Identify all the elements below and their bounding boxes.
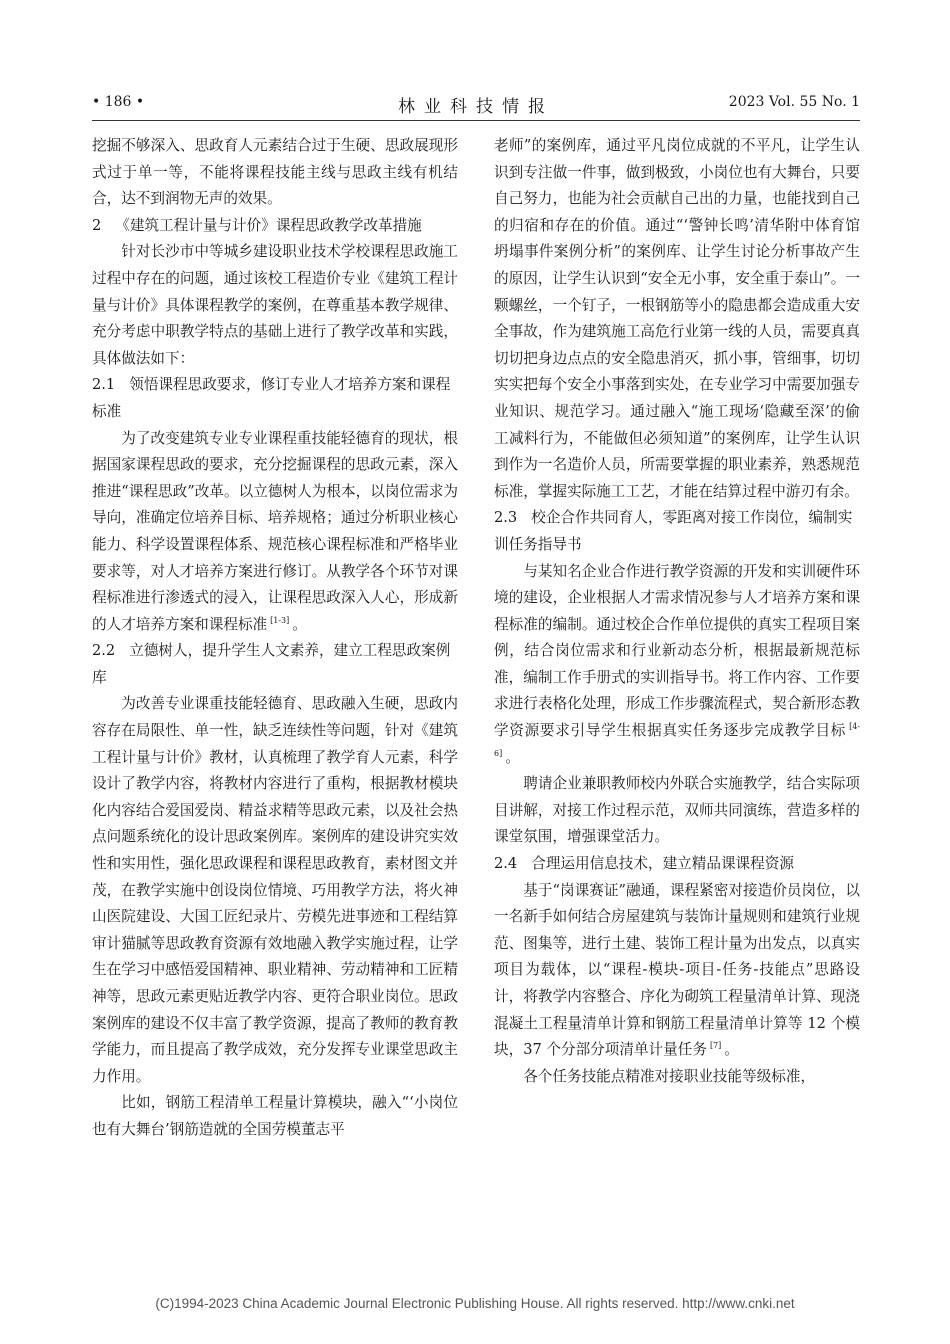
page-number: • 186 • xyxy=(92,94,145,110)
paragraph-text: 与某知名企业合作进行教学资源的开发和实训硬件环境的建设，企业根据人才需求情况参与人才培养方案和课程标准的编制。通过校企合作单位提供的真实工程项目案例，结合岗位需求和行业新动态分析，根据最新规范标准，编制工作手册式的实训指导书。将工作内容、工作要求进行表格化处理，形成工作步骤流程式，契合新形态教学资源要求引导学生根据真实任务逐步完成教学目标 xyxy=(494,562,860,740)
citation-ref: [7] xyxy=(709,1041,722,1051)
paragraph-end: 。 xyxy=(505,748,520,766)
paragraph-text: 基于“岗课赛证”融通，课程紧密对接造价员岗位，以一名新手如何结合房屋建筑与装饰计量规则和建筑行业规范、图集等，进行土建、装饰工程计量为出发点，以真实项目为载体，以“课程-模块-项目-任务-技能点”思路设计，将教学内容整合、序化为砌筑工程量清单计算、现浇混凝土工程量清单计算和钢筋工程量清单计算等 12 个模块，37 个分部分项清单计量任务 xyxy=(494,881,860,1059)
section-number: 2.2 xyxy=(92,642,116,660)
paragraph: 为改善专业课重技能轻德育、思政融入生硬，思政内容存在局限性、单一性，缺乏连续性等问题，针对《建筑工程计量与计价》教材，认真梳理了教学育人元素，科学设计了教学内容，将教材内容进行了重构，根据教材模块化内容结合爱国爱岗、精益求精等思政元素，以及社会热点问题系统化的设计思政案例库。案例库的建设讲究实效性和实用性，强化思政课程和课程思政教育，素材图文并茂，在教学实施中创设岗位情境、巧用教学方法，将火神山医院建设、大国工匠纪录片、劳模先进事迹和工程结算审计猫腻等思政教育资源有效地融入教学实施过程，让学生在学习中感悟爱国精神、职业精神、劳动精神和工匠精神等，思政元素更贴近教学内容、更符合职业岗位。思政案例库的建设不仅丰富了教学资源，提高了教师的教育教学能力，而且提高了教学成效，充分发挥专业课堂思政主力作用。 xyxy=(92,695,458,1085)
left-column xyxy=(92,133,458,1144)
section-title: 领悟课程思政要求，修订专业人才培养方案和课程标准 xyxy=(92,376,451,420)
issue-info: 2023 Vol. 55 No. 1 xyxy=(728,94,860,110)
section-heading xyxy=(92,213,458,240)
paragraph: 老师”的案例库，通过平凡岗位成就的不平凡，让学生认识到专注做一件事，做到极致，小岗位也有大舞台，只要自己努力，也能为社会贡献自己出的力量，也能找到自己的归宿和存在的价值。通过“‘警钟长鸣’清华附中体育馆坍塌事件案例分析”的案例库、让学生讨论分析事故产生的原因，让学生认识到“安全无小事，安全重于泰山”。一颗螺丝，一个钉子，一根钢筋等小的隐患都会造成重大安全事故，作为建筑施工高危行业第一线的人员，需要真真切切把身边点点的安全隐患消灭，抓小事，管细事，切切实实把每个安全小事落到实处，在专业学习中需要加强专业知识、规范学习。通过融入“施工现场‘隐藏至深’的偷工减料行为，不能做但必须知道”的案例库，让学生认识到作为一名造价人员，所需要掌握的职业素养，熟悉规范标准，掌握实际施工工艺，才能在结算过程中游刃有余。 xyxy=(494,137,860,500)
section-title: 立德树人，提升学生人文素养，建立工程思政案例库 xyxy=(92,642,451,686)
section-title: 校企合作共同育人，零距离对接工作岗位，编制实训任务指导书 xyxy=(494,509,853,553)
subsection-heading xyxy=(92,638,458,691)
paragraph-end: 。 xyxy=(292,615,307,633)
section-number: 2.3 xyxy=(494,509,518,527)
section-number: 2.1 xyxy=(92,376,116,394)
section-number: 2 xyxy=(92,216,102,234)
paragraph: 比如，钢筋工程清单工程量计算模块，融入“‘小岗位也有大舞台’钢筋造就的全国劳模董志平 xyxy=(92,1094,458,1138)
citation-ref: [4-6] xyxy=(494,722,860,758)
header-rule xyxy=(92,120,860,121)
citation-ref: [1-3] xyxy=(270,615,290,625)
paragraph xyxy=(494,559,860,772)
paragraph-end: 。 xyxy=(724,1041,739,1059)
copyright-footer: (C)1994-2023 China Academic Journal Electronic Publishing House. All rights reserved. http://www.cnki.net xyxy=(155,1296,795,1311)
section-number: 2.4 xyxy=(494,855,518,873)
journal-title: 林业科技情报 xyxy=(398,97,554,117)
paragraph xyxy=(92,426,458,639)
running-header xyxy=(92,94,860,118)
section-title: 合理运用信息技术，建立精品课课程资源 xyxy=(531,855,794,873)
subsection-heading xyxy=(494,505,860,558)
paragraph: 聘请企业兼职教师校内外联合实施教学，结合实际项目讲解，对接工作过程示范，双师共同演练，营造多样的课堂氛围，增强课堂活力。 xyxy=(494,775,860,846)
paragraph-text: 为了改变建筑专业专业课程重技能轻德育的现状，根据国家课程思政的要求，充分挖掘课程的思政元素，深入推进“课程思政”改革。以立德树人为根本，以岗位需求为导向，准确定位培养目标、培养规格；通过分析职业核心能力、科学设置课程体系、规范核心课程标准和严格毕业要求等，对人才培养方案进行修订。从教学各个环节对课程标准进行渗透式的浸入，让课程思政深入人心，形成新的人才培养方案和课程标准 xyxy=(92,429,458,633)
subsection-heading xyxy=(92,372,458,425)
right-column xyxy=(494,133,860,1090)
paragraph: 挖掘不够深入、思政育人元素结合过于生硬、思政展现形式过于单一等，不能将课程技能主线与思政主线有机结合，达不到润物无声的效果。 xyxy=(92,137,458,208)
paragraph xyxy=(494,878,860,1064)
paragraph: 各个任务技能点精准对接职业技能等级标准， xyxy=(523,1067,816,1085)
section-title: 《建筑工程计量与计价》课程思政教学改革措施 xyxy=(115,216,422,234)
paragraph: 针对长沙市中等城乡建设职业技术学校课程思政施工过程中存在的问题，通过该校工程造价专业《建筑工程计量与计价》具体课程教学的案例，在尊重基本教学规律、充分考虑中职教学特点的基础上进行了教学改革和实践，具体做法如下： xyxy=(92,243,458,367)
subsection-heading xyxy=(494,851,860,878)
